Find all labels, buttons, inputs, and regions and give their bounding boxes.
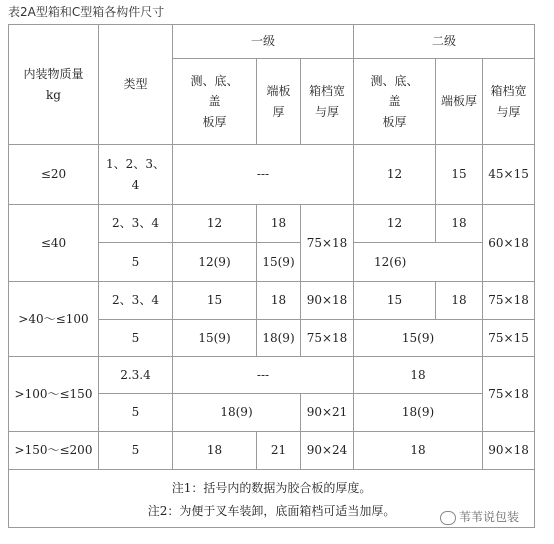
cell-g1a: 18	[173, 432, 257, 470]
cell-type: 2.3.4	[99, 357, 173, 394]
chat-icon	[440, 511, 456, 525]
header-g1-batten: 箱档宽 与厚	[301, 59, 354, 145]
cell-g2a: 12	[354, 145, 436, 205]
cell-g1: ---	[173, 145, 354, 205]
cell-g1b: 15(9)	[257, 243, 301, 282]
cell-g2c: 75×15	[483, 320, 535, 357]
cell-g2b: 15	[436, 145, 483, 205]
cell-type: 5	[99, 394, 173, 432]
cell-g2b: 18	[436, 282, 483, 320]
cell-type: 2、3、4	[99, 205, 173, 243]
cell-g2a: 12(6)	[354, 243, 483, 282]
header-g1-end-thick: 端板 厚	[257, 59, 301, 145]
cell-g1a: 15(9)	[173, 320, 257, 357]
cell-g2b: 18	[436, 205, 483, 243]
cell-mass: ≤20	[9, 145, 99, 205]
cell-g2c: 75×18	[483, 357, 535, 432]
cell-g1a: 15	[173, 282, 257, 320]
cell-g2a: 15	[354, 282, 436, 320]
cell-g2: 18	[354, 357, 483, 394]
cell-mass: >100～≤150	[9, 357, 99, 432]
cell-g1: ---	[173, 357, 354, 394]
table-caption: 表2A型箱和C型箱各构件尺寸	[8, 5, 165, 19]
cell-mass: >40～≤100	[9, 282, 99, 357]
cell-g1b: 21	[257, 432, 301, 470]
header-g1-side-thick: 测、底、 盖 板厚	[173, 59, 257, 145]
cell-g2a: 18(9)	[354, 394, 483, 432]
cell-type: 2、3、4	[99, 282, 173, 320]
note-1: 注1：括号内的数据为胶合板的厚度。	[171, 480, 372, 495]
cell-g1a: 18(9)	[173, 394, 301, 432]
cell-g1a: 12	[173, 205, 257, 243]
cell-mass: >150～≤200	[9, 432, 99, 470]
note-2: 注2：为便于叉车装卸，底面箱档可适当加厚。	[147, 503, 396, 518]
header-content-mass: 内装物质量 kg	[9, 25, 99, 145]
cell-g2a: 15(9)	[354, 320, 483, 357]
cell-g1c: 75×18	[301, 320, 354, 357]
header-type: 类型	[99, 25, 173, 145]
cell-g1c: 90×24	[301, 432, 354, 470]
cell-g1b: 18(9)	[257, 320, 301, 357]
watermark	[440, 508, 519, 525]
cell-g2a: 12	[354, 205, 436, 243]
cell-mass: ≤40	[9, 205, 99, 282]
cell-g1c: 75×18	[301, 205, 354, 282]
header-g2-end-thick: 端板厚	[436, 59, 483, 145]
cell-g2c: 90×18	[483, 432, 535, 470]
cell-g2c: 45×15	[483, 145, 535, 205]
dimension-table	[8, 24, 535, 528]
header-g2-batten: 箱档宽 与厚	[483, 59, 535, 145]
cell-type: 1、2、3、 4	[99, 145, 173, 205]
cell-type: 5	[99, 243, 173, 282]
cell-g1a: 12(9)	[173, 243, 257, 282]
cell-g1c: 90×18	[301, 282, 354, 320]
cell-g1c: 90×21	[301, 394, 354, 432]
header-grade1: 一级	[173, 25, 354, 59]
cell-g1b: 18	[257, 205, 301, 243]
cell-g2c: 75×18	[483, 282, 535, 320]
header-g2-side-thick: 测、底、 盖 板厚	[354, 59, 436, 145]
cell-g2c: 60×18	[483, 205, 535, 282]
cell-g1b: 18	[257, 282, 301, 320]
cell-type: 5	[99, 432, 173, 470]
watermark-text: 苇苇说包装	[459, 510, 520, 524]
cell-type: 5	[99, 320, 173, 357]
header-grade2: 二级	[354, 25, 535, 59]
cell-g2a: 18	[354, 432, 483, 470]
